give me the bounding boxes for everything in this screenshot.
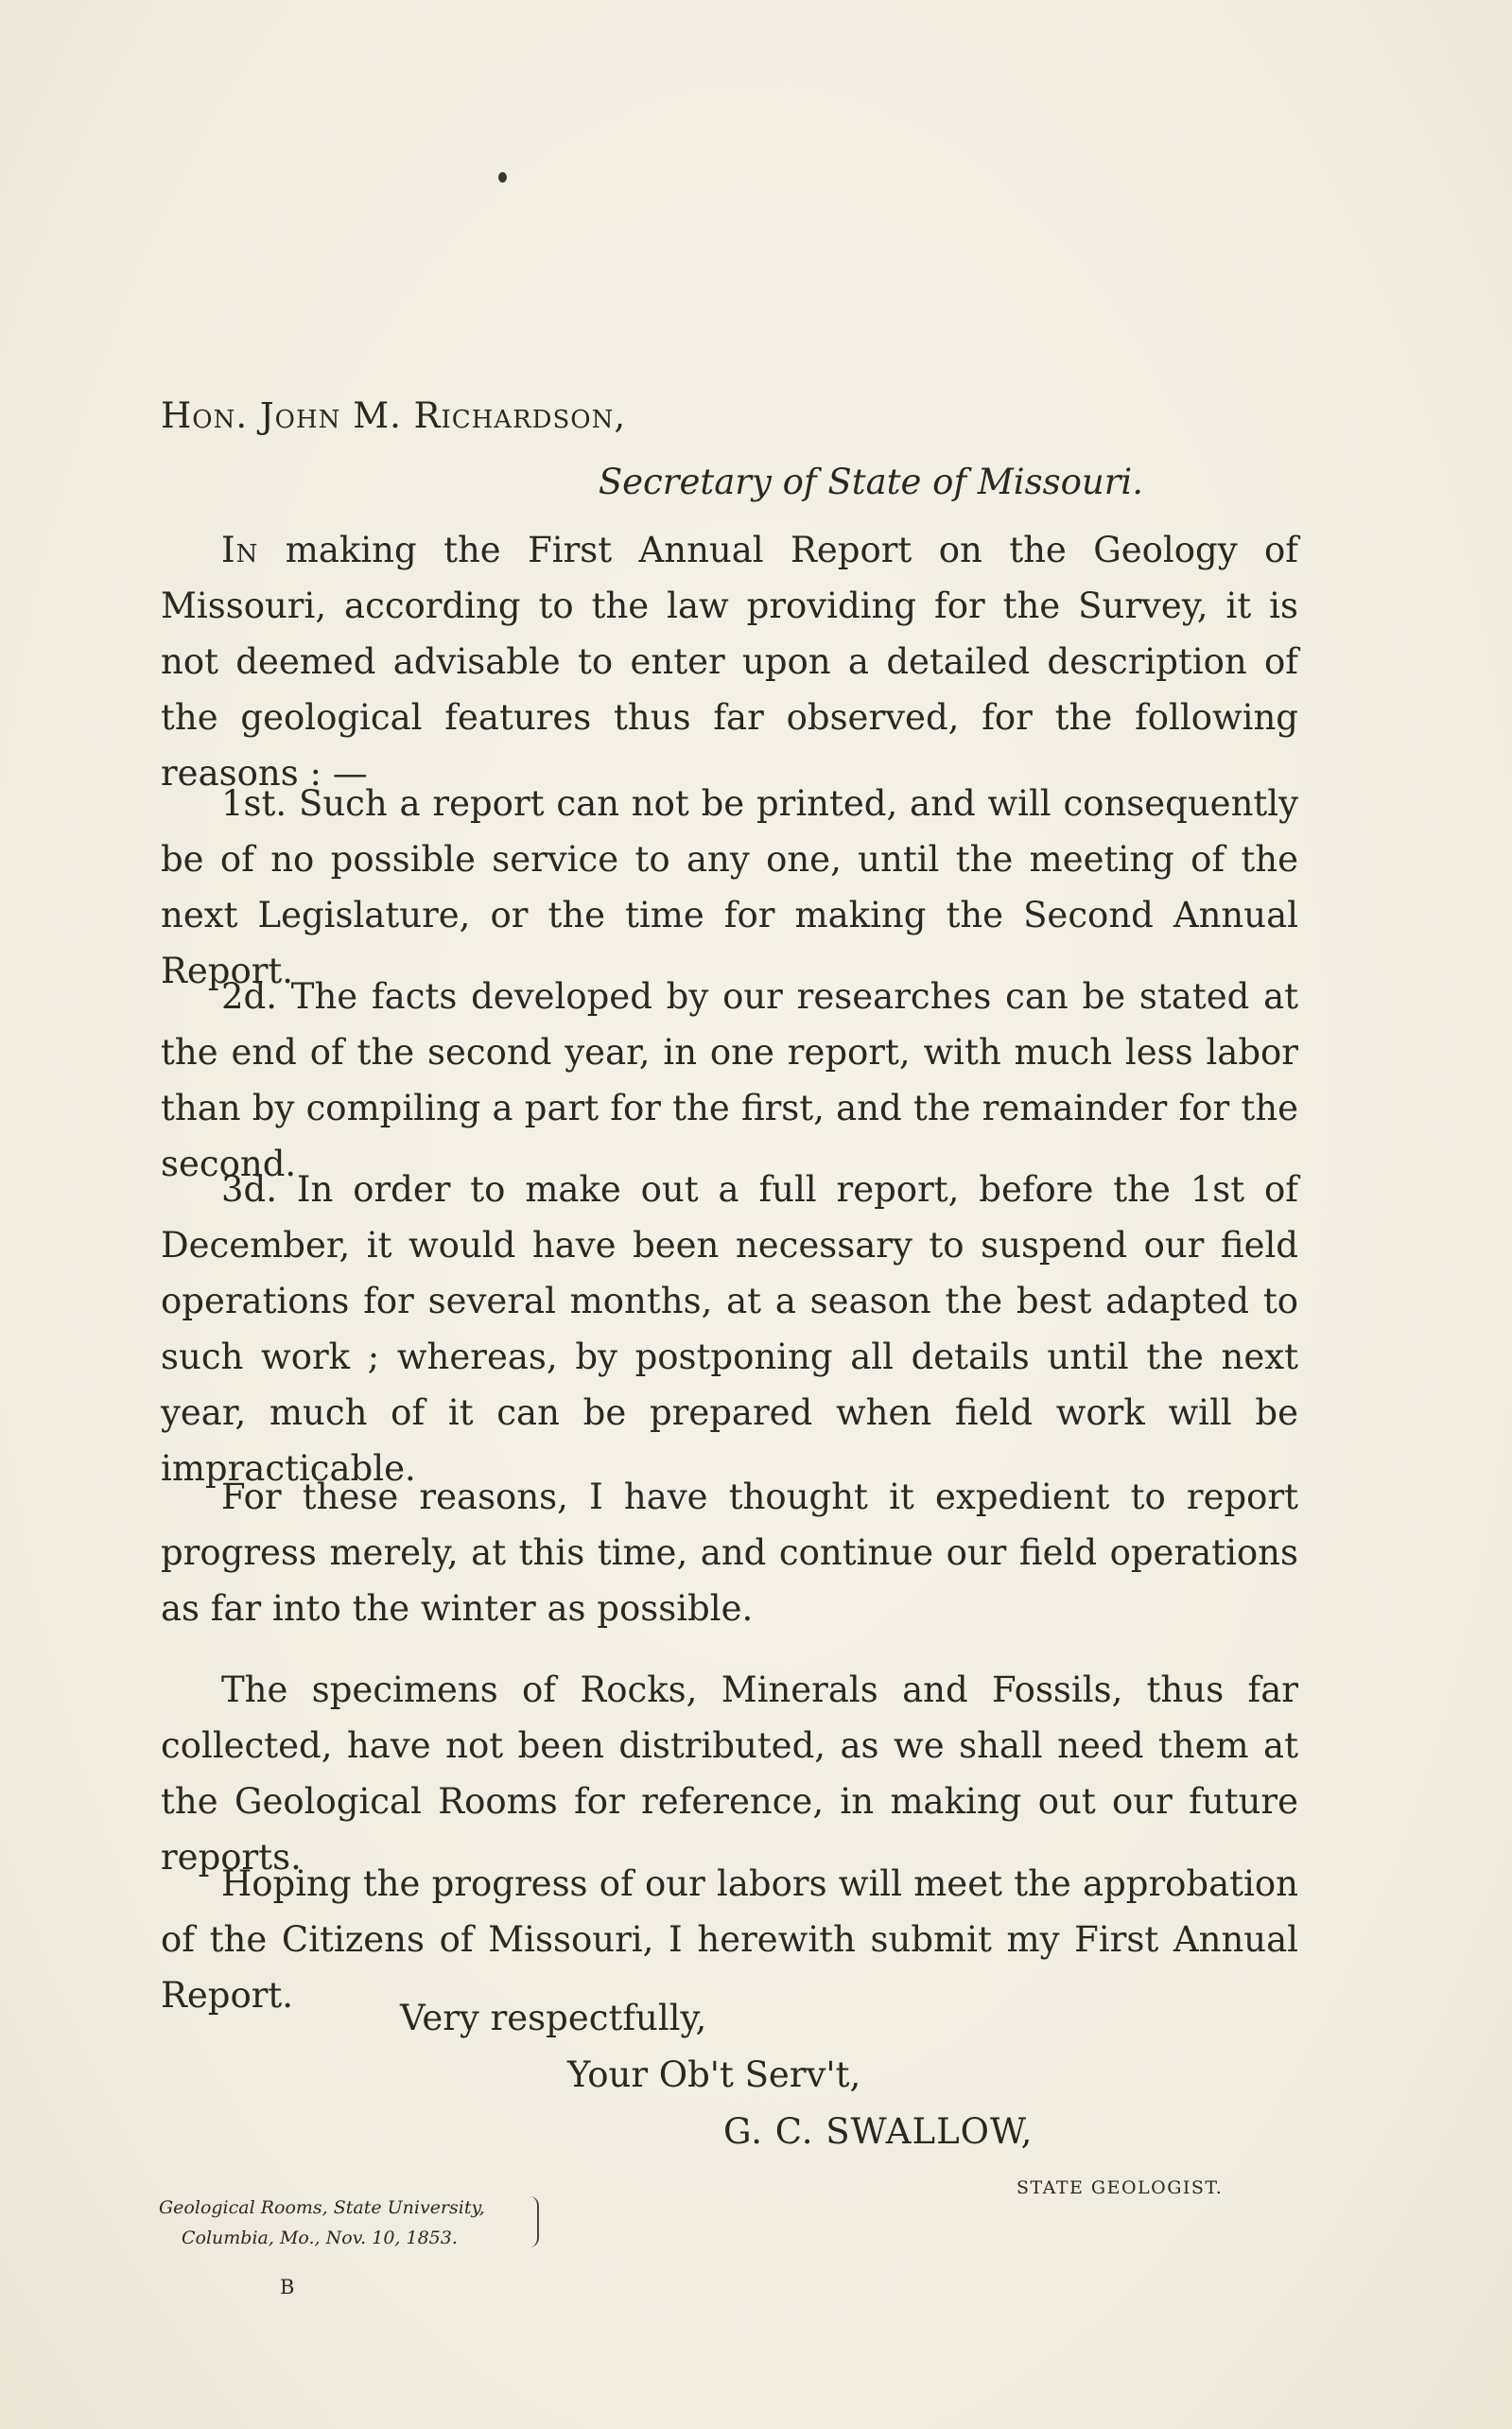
paragraph-text: making the First Annual Report on the Geology of Missouri, according to the law providing for the Survey, it is not deemed advisable to enter upon a detailed description of the geological features thus far observed, for the following reasons : — [161,530,1298,794]
paragraph-text: The specimens of Rocks, Minerals and Fossils, thus far collected, have not been distributed, as we shall need them at the Geological Rooms for reference, in making out our future reports. [161,1669,1298,1878]
paragraph-introduction [161,522,1298,801]
paragraph-specimens [161,1662,1298,1885]
addressee-name [161,395,626,436]
address-brace [528,2196,539,2247]
addressee-name-text: Hon. John M. Richardson, [161,395,627,436]
signature-name: G. C. SWALLOW, [723,2111,1034,2152]
sender-address [159,2193,485,2253]
paragraph-conclusion [161,1469,1298,1636]
paragraph-text: 2d. The facts developed by our researches can be stated at the end of the second year, in one report, with much less labor than by compiling a part for the first, and the remainder for the second. [161,976,1298,1184]
printer-signature-mark: B [280,2276,295,2298]
signature-title: STATE GEOLOGIST. [1017,2177,1224,2198]
address-line-1: Geological Rooms, State University, [159,2197,485,2218]
paragraph-reason-third [161,1162,1298,1496]
paragraph-text: 3d. In order to make out a full report, before the 1st of December, it would have been necessary to suspend our field operations for several months, at a season the best adapted to such work ; whereas, by postponing all details until the next year, much of it can be prepared when field work will be impracticable. [161,1169,1298,1489]
paragraph-text: Hoping the progress of our labors will meet the approbation of the Citizens of Missouri, I herewith submit my First Annual Report. [161,1863,1298,2016]
paragraph-submission [161,1856,1298,2023]
paragraph-text: For these reasons, I have thought it expedient to report progress merely, at this time, and continue our field operations as far into the winter as possible. [161,1477,1298,1629]
printer-dot-mark [498,172,507,183]
paragraph-lead-word: In [221,530,259,570]
paragraph-reason-second [161,969,1298,1192]
closing-respectfully: Very respectfully, [400,1998,707,2038]
address-line-2: Columbia, Mo., Nov. 10, 1853. [182,2228,458,2248]
paragraph-text: 1st. Such a report can not be printed, and will consequently be of no possible service to any one, until the meeting of the next Legislature, or the time for making the Second Annual Report. [161,783,1298,991]
closing-servant: Your Ob't Serv't, [567,2054,861,2095]
addressee-office: Secretary of State of Missouri. [598,462,1143,502]
paragraph-reason-first [161,776,1298,999]
